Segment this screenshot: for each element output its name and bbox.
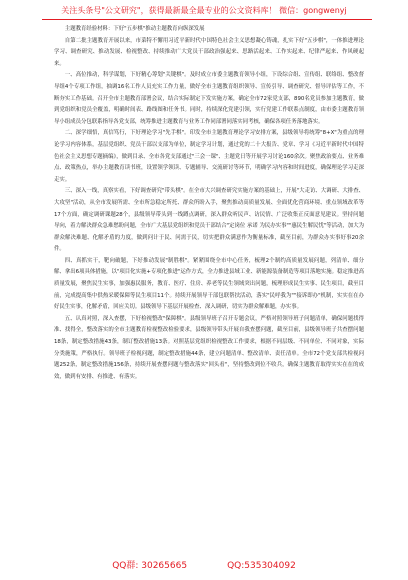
contact-footer (0, 560, 408, 572)
paragraph-section-1: 一、高位推动，科学谋划，下好精心筹划"关键棋"。及时成立市委主题教育领导小组，下设综合组、宣传组、联络组、整改督导组4个专项工作组，抽调16名工作人员充实工作力量，做好全市主题教育组织领导、宣传引导、调查研究、督导评估等工作，不断夯实工作基础。召开全市主题教育部署会议，结合实际制定下发实施方案，确定全市72家党支部，890名党员参加主题教育，做到党组织和党员全覆盖，明确时间表、路线图和任务书。同时，持续深化党建引领，实行党建工作联系点制度，由市委主题教育领导小组成员分包联系指导各党支部，统筹推进主题教育与业务工作同部署同落实同考核，确保各项任务落地落实。 (54, 72, 364, 125)
qq-number: QQ:535304092 (227, 561, 296, 571)
paragraph-section-5: 五、认真对照，深入查摆，下好检视整改"保障棋"。县级领导班子召开专题会议，严格对照领导班子问题清单，确保问题找得准、找得全，整改落实的全市主题教育检视整改检验要求，县级领导带头开展自我查摆问题，截至目前，县级领导班子共查摆问题18条，制定整改措施43条，制订整改措施13条。对照基层党组织检视整改工作要求，根据不同层级、不同单位、不同对象，实际分类施策，严格执行。领导班子检视问题，制定整改措施44条，建立问题清单、整改清单、责任清单。全市72个党支部共检视问题252条，制定整改措施156条，持续开展查摆问题与整改落实"回头看"，坚持整改到位不收兵，确保主题教育取得实实在在的成效，做到有安排、有推进、有落实。 (54, 315, 364, 380)
paragraph-section-4: 四、真抓实干，靶向破题，下好推动发展"制胜棋"。紧紧围绕全市中心任务，梳理2个制约高质量发展问题，列清单、细分解、拿出6项具体措施，以"项目化实施+专项化推进"运作方式，全力推进县域工业、新能源装备制造等项目落地实施。稳定推进高质量发展，聚焦民生实事，加强惠民服务，教育、医疗、住房、养老等民生领域突出问题，梳理形成民生实事、民生项目，截至目前，完成提高集中供热采暖保障等民生项目11个。持续开展领导干部包联帮扶活动，落实"民呼我为""接诉即办"机制，实实在在办好民生实事，化解矛盾，回应关切。县级领导下基层开展检查、深入调研，切实为群众解难题，办实事。 (54, 257, 364, 311)
paragraph-section-2: 二、深学细悟，真信笃行，下好理论学习"先手棋"。印发全市主题教育理论学习安排方案，县级领导将统筹"8+X"为重点的理论学习内容体系，基层党组织、党员干部以支部为单位，制定学习计划，通过党的二十大报告、党章、学习《习近平新时代中国特色社会主义思想专题摘编》，做到目录、全市各党支部通过"三会一课"、主题党日等开展学习讨论160余次。聚焦政治要点、业务难点、政策热点，举办主题教育读书班，设置领学领读、专题辅导、交流研讨等环节，明确学习内容和时间进度，确保理论学习走深走实。 (54, 130, 364, 183)
banner-divider (42, 19, 372, 20)
qq-group-number: QQ群: 30265665 (112, 561, 188, 571)
document-title: 主题教育经验材料：下好"五步棋"推动主题教育向纵深发展 (64, 26, 205, 32)
paragraph-intro: 自第二批主题教育开展以来，市菜特不懈用习近平新时代中国特色社会主义思想凝心铸魂，扎实下好"五步棋"，一体推进理论学习、调查研究、推动发展、检视整改、持续推动广大党员干部政治强起来、思路活起来、工作实起来、纪律严起来、作风硬起来。 (54, 37, 364, 67)
paragraph-section-3: 三、深入一线，真察实看，下好调查研究"带头棋"。在全市大兴调查研究实施方案的基础上，开展"大走访、大调研、大排查、大攻坚"活动，从全市发展所需、全市所急稳定所托、群众所盼入手，聚焦推动高质量发展、全面优化营商环境、重点领域改革等17个方面，确定调研课题28个，县级领导带头到一线蹲点调研，深入群众听民声、访民情、广泛收集正反面意见建议。坚持问题导向，着力解决群众急难愁盼问题，全市广大基层党组织和党员干部结合"定岗位 承诺 为民办实事""惠民生解民忧"等活动，加大为群众解决难题、化解矛盾的力度，做到问计于民、问需于民，切实把群众满意作为衡量标准，截至目前，为群众办实事好事20余件。 (54, 188, 364, 253)
promo-banner: 关注头条号"公文研究"，获得最新最全最专业的公文资料库！ 微信：gongwenyj (61, 6, 347, 15)
document-body (54, 24, 364, 383)
